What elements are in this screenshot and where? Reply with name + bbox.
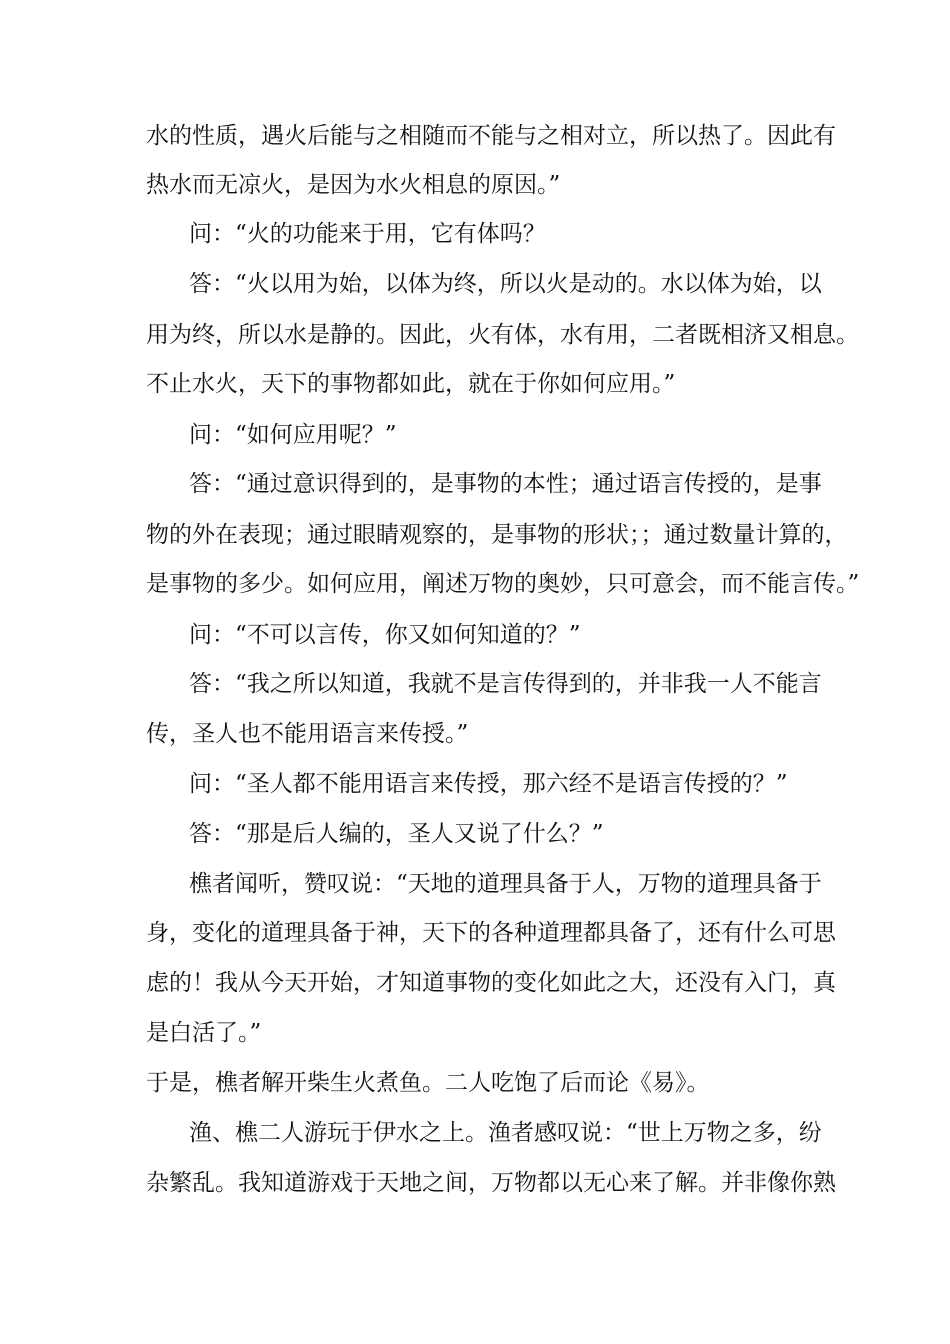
text-line: 身，变化的道理具备于神，天下的各种道理都具备了，还有什么可思 [146, 920, 836, 946]
text-line: 传，圣人也不能用语言来传授。” [146, 721, 469, 747]
text-line: 热水而无凉火，是因为水火相息的原因。” [146, 172, 561, 198]
text-line: 问：“圣人都不能用语言来传授，那六经不是语言传授的？” [189, 771, 788, 797]
text-line: 樵者闻听，赞叹说：“天地的道理具备于人，万物的道理具备于 [189, 871, 822, 897]
text-line: 不止水火，天下的事物都如此，就在于你如何应用。” [146, 371, 676, 397]
text-line: 问：“火的功能来于用，它有体吗？ [189, 221, 546, 247]
text-line: 是事物的多少。如何应用，阐述万物的奥妙，只可意会，而不能言传。” [146, 571, 860, 597]
text-line: 答：“通过意识得到的，是事物的本性；通过语言传授的，是事 [189, 471, 822, 497]
text-line: 渔、樵二人游玩于伊水之上。渔者感叹说：“世上万物之多，纷 [189, 1120, 822, 1146]
text-line: 问：“如何应用呢？” [189, 422, 397, 448]
text-line: 物的外在表现；通过眼睛观察的，是事物的形状；；通过数量计算的， [146, 522, 848, 548]
text-line: 答：“我之所以知道，我就不是言传得到的，并非我一人不能言 [189, 671, 822, 697]
text-line: 答：“那是后人编的，圣人又说了什么？” [189, 821, 604, 847]
text-line: 虑的！我从今天开始，才知道事物的变化如此之大，还没有入门，真 [146, 970, 836, 996]
text-line: 问：“不可以言传，你又如何知道的？” [189, 622, 581, 648]
text-line: 杂繁乱。我知道游戏于天地之间，万物都以无心来了解。并非像你熟 [146, 1170, 836, 1196]
text-line: 答：“火以用为始，以体为终，所以火是动的。水以体为始，以 [189, 271, 822, 297]
text-line: 于是，樵者解开柴生火煮鱼。二人吃饱了后而论《易》。 [146, 1070, 710, 1096]
text-line: 是白活了。” [146, 1020, 262, 1046]
text-line: 用为终，所以水是静的。因此，火有体，水有用，二者既相济又相息。 [146, 322, 859, 348]
text-line: 水的性质，遇火后能与之相随而不能与之相对立，所以热了。因此有 [146, 123, 836, 149]
